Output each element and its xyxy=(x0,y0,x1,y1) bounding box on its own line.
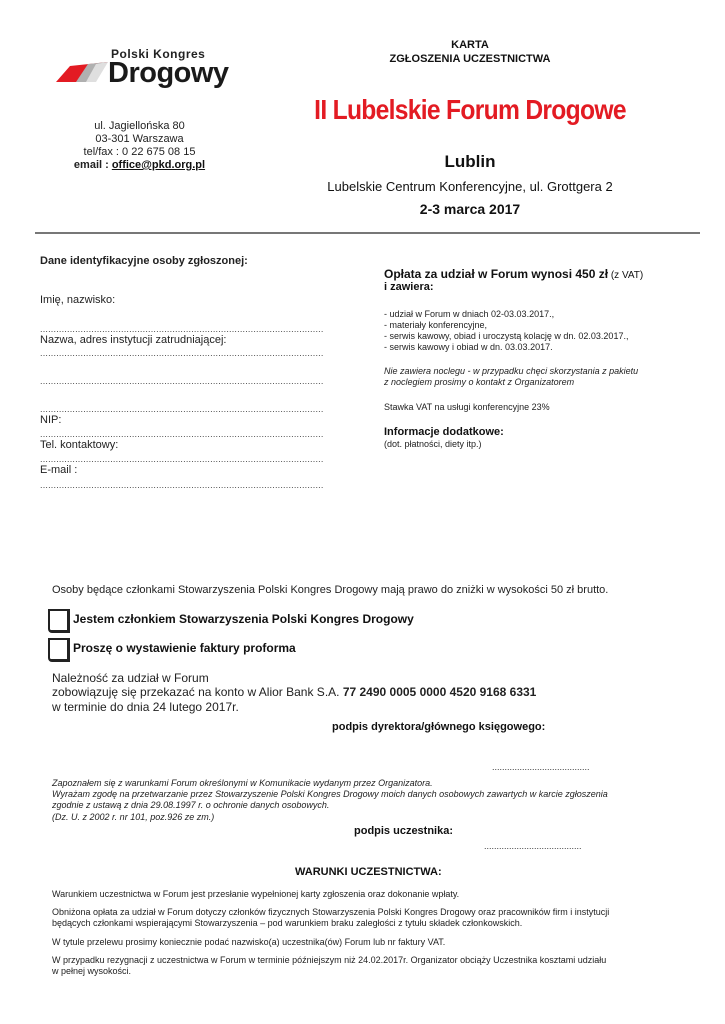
proforma-checkbox[interactable] xyxy=(48,638,70,662)
discount-text: Osoby będące członkami Stowarzyszenia Polski Kongres Drogowy mają prawo do zniżki w wysokości 50 zł brutto. xyxy=(52,584,609,596)
name-field[interactable]: ......................................................................................................... xyxy=(40,324,324,334)
payment-line2 xyxy=(52,685,536,699)
accommodation-note-1: Nie zawiera noclegu - w przypadku chęci skorzystania z pakietu xyxy=(384,366,639,376)
logo-big-text: Drogowy xyxy=(108,57,229,89)
conditions-p4-line1: W przypadku rezygnacji z uczestnictwa w Forum w terminie późniejszym niż 24.02.2017r. Organizator obciąży Uczestnika kosztami udziału xyxy=(52,955,607,965)
payment-line3: w terminie do dnia 24 lutego 2017r. xyxy=(52,700,239,714)
proforma-checkbox-label: Proszę o wystawienie faktury proforma xyxy=(73,641,296,655)
participant-signature-field[interactable]: ....................................... xyxy=(484,841,582,851)
phone-field[interactable]: ......................................................................................................... xyxy=(40,454,324,464)
conditions-p3: W tytule przelewu prosimy koniecznie podać nazwisko(a) uczestnika(ów) Forum lub nr faktury VAT. xyxy=(52,937,446,947)
header-divider xyxy=(35,232,700,234)
fee-title-bold: Opłata za udział w Forum wynosi 450 zł xyxy=(384,267,609,281)
fee-title xyxy=(384,267,643,281)
conditions-title: WARUNKI UCZESTNICTWA: xyxy=(295,866,442,878)
institution-field-1[interactable]: ......................................................................................................... xyxy=(40,348,324,358)
email-link[interactable]: office@pkd.org.pl xyxy=(111,159,206,171)
consent-line2: Wyrażam zgodę na przetwarzanie przez Stowarzyszenie Polski Kongres Drogowy moich danych osobowych zawartych w karcie zgłoszenia xyxy=(52,789,608,799)
extra-info-title: Informacje dodatkowe: xyxy=(384,426,504,438)
participant-signature-label: podpis uczestnika: xyxy=(354,825,454,837)
accommodation-note-2: z noclegiem prosimy o kontakt z Organizatorem xyxy=(384,377,575,387)
forum-venue: Lubelskie Centrum Konferencyjne, ul. Grottgera 2 xyxy=(327,179,613,194)
forum-dates: 2-3 marca 2017 xyxy=(419,201,521,217)
forum-city: Lublin xyxy=(444,152,496,171)
address-line1: ul. Jagiellońska 80 xyxy=(94,120,185,132)
consent-line1: Zapoznałem się z warunkami Forum określonymi w Komunikacie wydanym przez Organizatora. xyxy=(52,778,433,788)
email-label-field: E-mail : xyxy=(40,464,78,476)
fee-item: - udział w Forum w dniach 02-03.03.2017., xyxy=(384,309,555,319)
institution-label: Nazwa, adres instytucji zatrudniającej: xyxy=(40,334,227,346)
fee-item: - serwis kawowy, obiad i uroczystą kolację w dn. 02.03.2017., xyxy=(384,331,629,341)
institution-field-2[interactable]: ......................................................................................................... xyxy=(40,376,324,386)
institution-field-3[interactable]: ......................................................................................................... xyxy=(40,404,324,414)
payment-line1: Należność za udział w Forum xyxy=(52,671,209,685)
extra-info-sub: (dot. płatności, diety itp.) xyxy=(384,439,482,449)
bank-account: 77 2490 0005 0000 4520 9168 6331 xyxy=(342,685,537,699)
phone-fax: tel/fax : 0 22 675 08 15 xyxy=(83,146,196,158)
vat-rate: Stawka VAT na usługi konferencyjne 23% xyxy=(384,402,550,412)
fee-title-vat: (z VAT) xyxy=(608,270,644,281)
consent-line4: (Dz. U. z 2002 r. nr 101, poz.926 ze zm.) xyxy=(52,812,215,822)
conditions-p4-line2: w pełnej wysokości. xyxy=(52,966,132,976)
member-checkbox[interactable] xyxy=(48,609,70,633)
fee-title-line2: i zawiera: xyxy=(384,281,434,293)
member-checkbox-label: Jestem członkiem Stowarzyszenia Polski Kongres Drogowy xyxy=(73,612,414,626)
phone-label: Tel. kontaktowy: xyxy=(40,439,119,451)
fee-item: - materiały konferencyjne, xyxy=(384,320,488,330)
conditions-p1: Warunkiem uczestnictwa w Forum jest przesłanie wypełnionej karty zgłoszenia oraz dokonanie wpłaty. xyxy=(52,889,460,899)
forum-title: II Lubelskie Forum Drogowe xyxy=(314,94,626,125)
consent-line3: zgodnie z ustawą z dnia 29.08.1997 r. o ochronie danych osobowych. xyxy=(52,800,330,810)
logo-small-text: Polski Kongres xyxy=(111,47,206,61)
director-signature-field[interactable]: ....................................... xyxy=(492,762,590,772)
conditions-p2-line1: Obniżona opłata za udział w Forum dotyczy członków fizycznych Stowarzyszenia Polski Kongres Drogowy oraz pracowników firm i instytucji xyxy=(52,907,610,917)
name-label: Imię, nazwisko: xyxy=(40,294,116,306)
form-section-title: Dane identyfikacyjne osoby zgłoszonej: xyxy=(40,255,248,267)
email-line xyxy=(52,159,227,172)
nip-field[interactable]: ......................................................................................................... xyxy=(40,429,324,439)
card-title-line1: KARTA xyxy=(451,39,489,51)
nip-label: NIP: xyxy=(40,414,62,426)
fee-item: - serwis kawowy i obiad w dn. 03.03.2017. xyxy=(384,342,553,352)
email-label: email : xyxy=(73,159,112,171)
address-line2: 03-301 Warszawa xyxy=(95,133,184,145)
logo-graphic xyxy=(56,58,108,87)
conditions-p2-line2: będących członkami wspierającymi Stowarzyszenia – pod warunkiem braku zaległości z tytułu składek członkowskich. xyxy=(52,918,523,928)
director-signature-label: podpis dyrektora/głównego księgowego: xyxy=(332,721,546,733)
card-title-line2: ZGŁOSZENIA UCZESTNICTWA xyxy=(389,53,551,65)
payment-prefix: zobowiązuję się przekazać na konto w Alior Bank S.A. xyxy=(52,685,343,699)
email-field[interactable]: ......................................................................................................... xyxy=(40,480,324,490)
